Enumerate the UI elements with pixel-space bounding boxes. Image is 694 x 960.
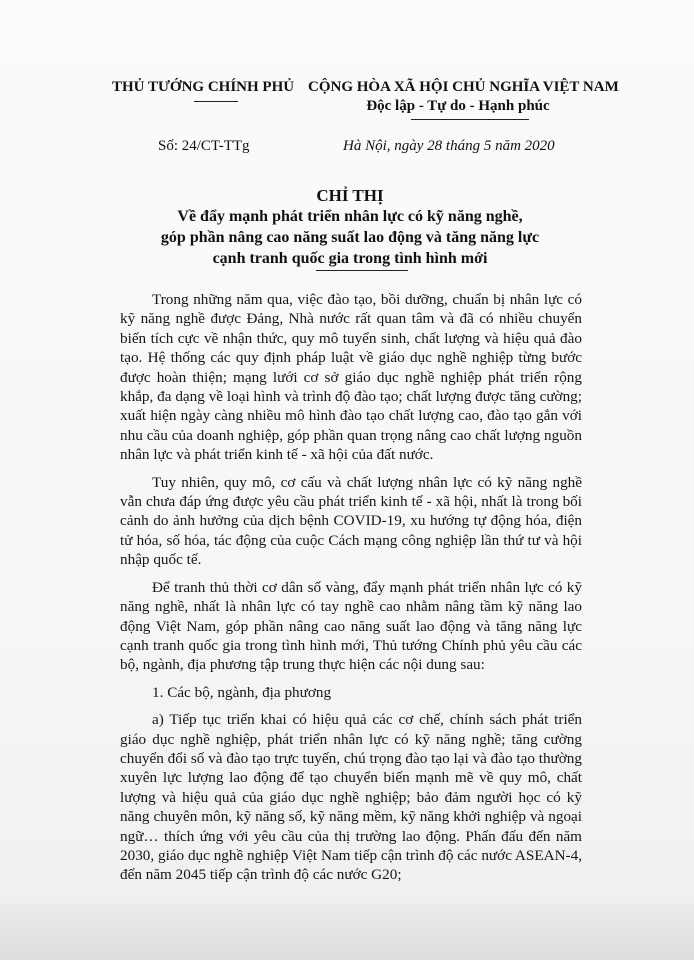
paragraph-2: Tuy nhiên, quy mô, cơ cấu và chất lượng nhân lực có kỹ năng nghề vẫn chưa đáp ứng được yêu cầu phát triển kinh tế - xã hội, nhất là trong bối cảnh do ảnh hưởng của dịch bệnh COVID-19, xu hướng tự động hóa, điện tử hóa, số hóa, tác động của cuộc Cách mạng công nghiệp lần thứ tư và hội nhập quốc tế. [120, 473, 582, 569]
title-line-3: cạnh tranh quốc gia trong tình hình mới [212, 250, 488, 267]
section-heading: 1. Các bộ, ngành, địa phương [152, 683, 332, 701]
nation-name: CỘNG HÒA XÃ HỘI CHỦ NGHĨA VIỆT NAM [308, 79, 619, 95]
document-type: CHỈ THỊ [316, 186, 384, 205]
national-header [308, 79, 619, 115]
national-motto: Độc lập - Tự do - Hạnh phúc [366, 98, 550, 114]
title-line-1: Về đẩy mạnh phát triển nhân lực có kỹ năng nghề, [177, 208, 523, 225]
page-shadow [0, 890, 694, 960]
title-underline [316, 270, 408, 271]
agency-name: THỦ TƯỚNG CHÍNH PHỦ [112, 79, 295, 95]
paragraph-1: Trong những năm qua, việc đào tạo, bồi dưỡng, chuẩn bị nhân lực có kỹ năng nghề được Đảng, Nhà nước rất quan tâm và đã có nhiều chuyển biến tích cực về nhận thức, quy mô tuyển sinh, chất lượng và hiệu quả đào tạo. Hệ thống các quy định pháp luật về giáo dục nghề nghiệp từng bước được hoàn thiện; mạng lưới cơ sở giáo dục nghề nghiệp phát triển rộng khắp, đa dạng về loại hình và trình độ đào tạo; chất lượng được tăng cường; xuất hiện ngày càng nhiều mô hình đào tạo chất lượng cao, đào tạo gắn với nhu cầu của doanh nghiệp, góp phần quan trọng nâng cao chất lượng nguồn nhân lực và phát triển kinh tế - xã hội của đất nước. [120, 291, 582, 464]
document-title [120, 185, 580, 269]
issuing-agency [112, 79, 312, 96]
document-date: Hà Nội, ngày 28 tháng 5 năm 2020 [343, 138, 555, 154]
document-body [120, 290, 582, 893]
agency-underline [194, 101, 238, 102]
document-number: Số: 24/CT-TTg [158, 138, 250, 154]
motto-underline [411, 119, 529, 120]
item-a: a) Tiếp tục triển khai có hiệu quả các cơ chế, chính sách phát triển giáo dục nghề nghiệp, phát triển nhân lực có kỹ năng nghề; tăng cường chuyển đổi số và đào tạo trực tuyến, chú trọng đào tạo lại và đào tạo thường xuyên lực lượng lao động để tạo chuyển biến mạnh mẽ về quy mô, chất lượng và hiệu quả của giáo dục nghề nghiệp; bảo đảm người học có kỹ năng chuyên môn, kỹ năng số, kỹ năng mềm, kỹ năng khởi nghiệp và ngoại ngữ… thích ứng với yêu cầu của thị trường lao động. Phấn đấu đến năm 2030, giáo dục nghề nghiệp Việt Nam tiếp cận trình độ các nước ASEAN-4, đến năm 2045 tiếp cận trình độ các nước G20; [120, 711, 582, 884]
title-line-2: góp phần nâng cao năng suất lao động và tăng năng lực [160, 229, 540, 246]
paragraph-3: Để tranh thủ thời cơ dân số vàng, đẩy mạnh phát triển nhân lực có kỹ năng nghề, nhất là nhân lực có tay nghề cao nhằm nâng tầm kỹ năng lao động Việt Nam, góp phần nâng cao năng suất lao động và tăng năng lực cạnh tranh quốc gia trong tình hình mới, Thủ tướng Chính phủ yêu cầu các bộ, ngành, địa phương tập trung thực hiện các nội dung sau: [120, 578, 582, 674]
